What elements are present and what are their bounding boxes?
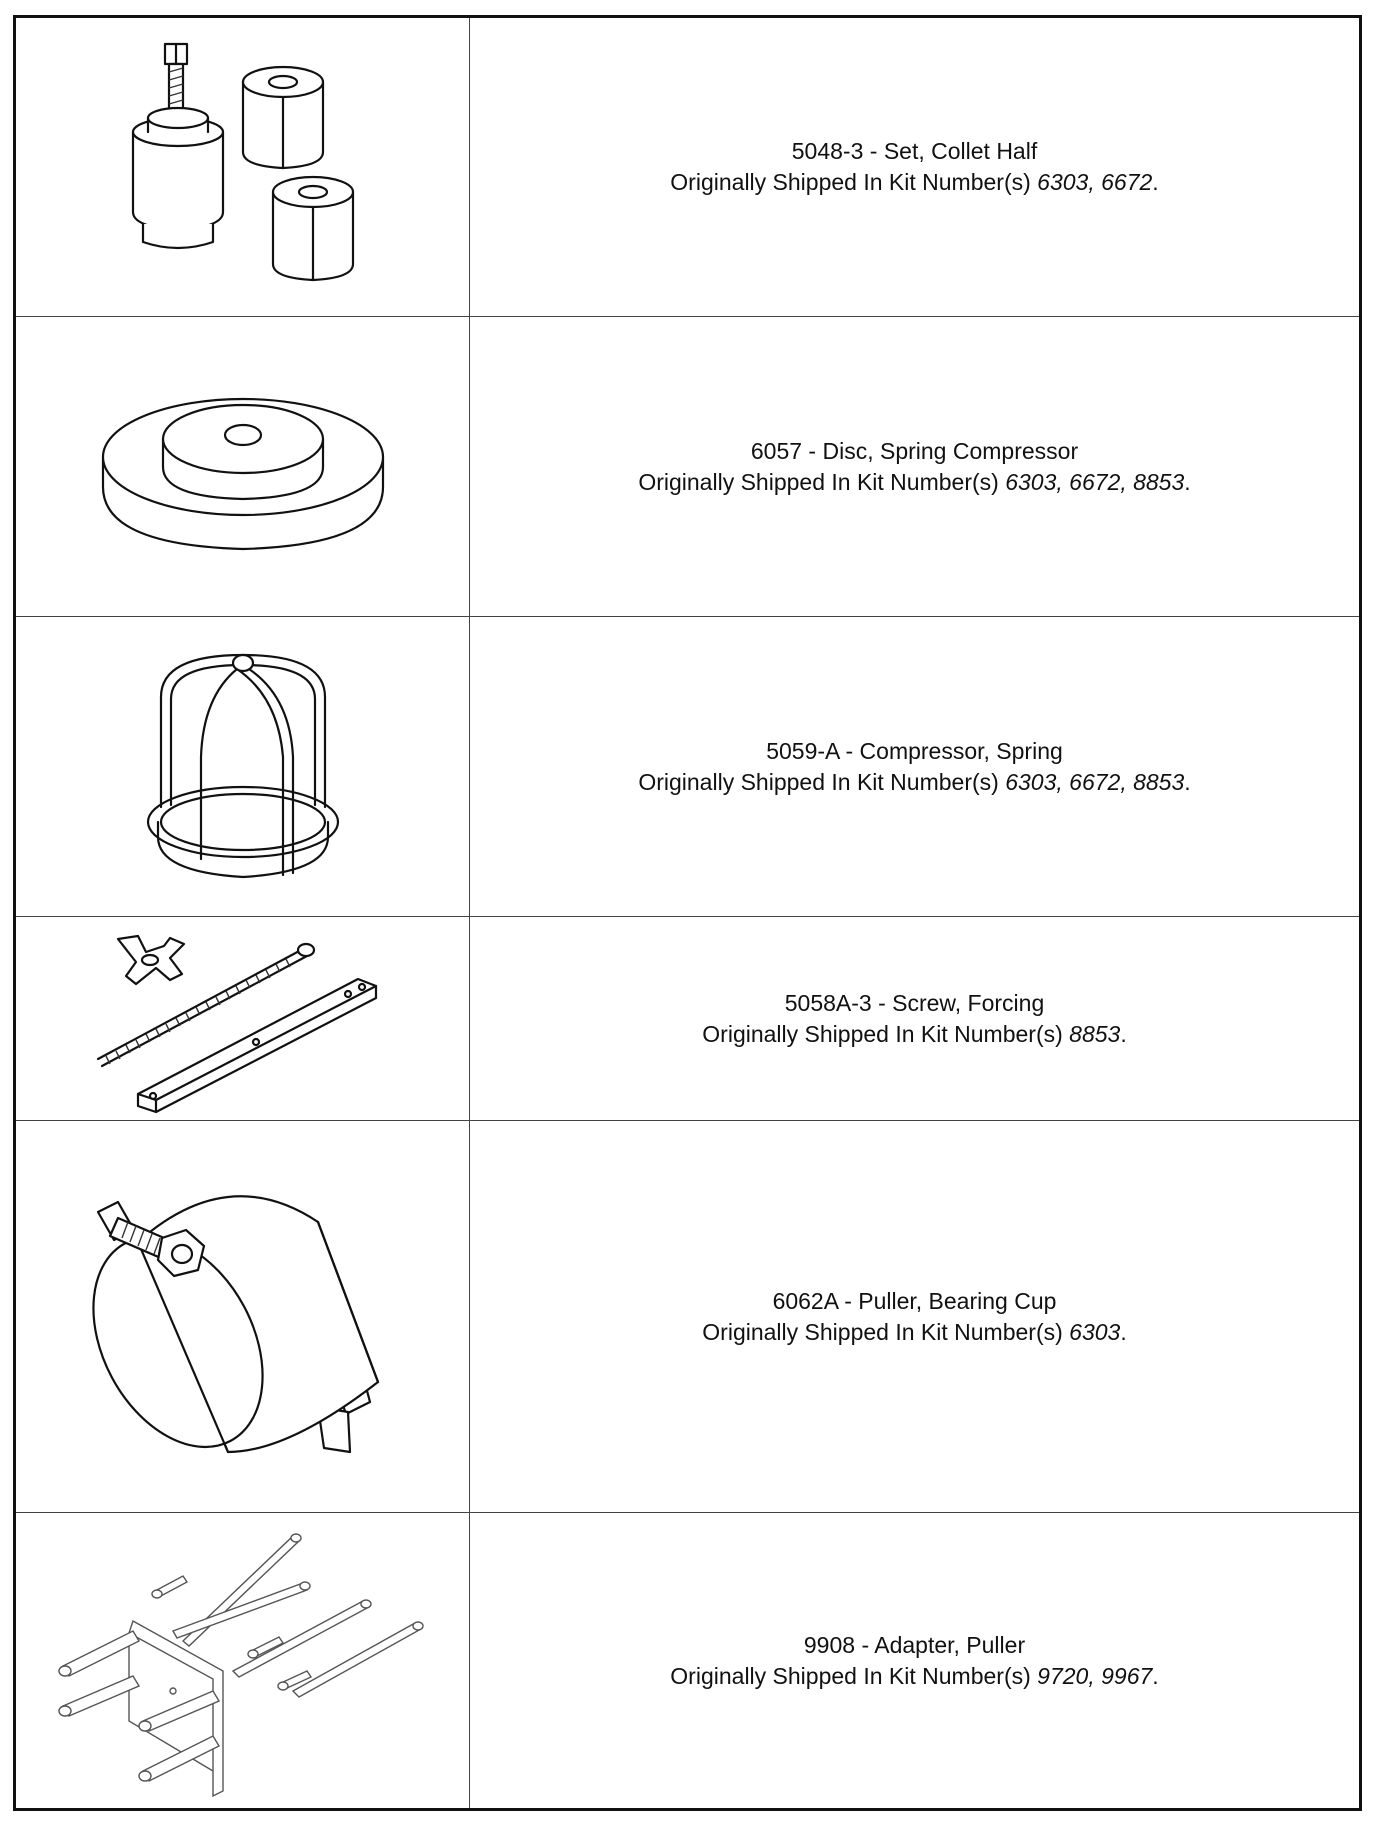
image-cell [16, 917, 470, 1120]
part-title: 6062A - Puller, Bearing Cup [772, 1287, 1057, 1314]
description-cell [470, 1121, 1359, 1512]
kit-line [670, 167, 1158, 198]
kit-line [702, 1019, 1126, 1050]
kit-suffix: . [1120, 1020, 1127, 1047]
kit-suffix: . [1152, 1662, 1159, 1689]
description-cell [470, 917, 1359, 1120]
kit-numbers: 8853 [1069, 1020, 1121, 1047]
table-row [16, 1121, 1359, 1513]
description-cell [470, 1513, 1359, 1808]
spring-compressor-cage-icon [133, 637, 353, 897]
collet-half-set-icon [93, 32, 393, 302]
kit-line [702, 1317, 1126, 1348]
kit-suffix: . [1152, 169, 1159, 195]
table-row [16, 917, 1359, 1121]
kit-suffix: . [1184, 468, 1191, 495]
kit-numbers: 9720, 9967 [1037, 1662, 1153, 1689]
puller-adapter-icon [43, 1521, 443, 1801]
table-row [16, 617, 1359, 917]
image-cell [16, 317, 470, 616]
table-row [16, 18, 1359, 317]
table-row [16, 317, 1359, 617]
kit-numbers: 6303, 6672, 8853 [1005, 768, 1185, 795]
kit-prefix: Originally Shipped In Kit Number(s) [638, 468, 1006, 495]
part-title: 5059-A - Compressor, Spring [766, 737, 1063, 764]
forcing-screw-icon [78, 924, 408, 1114]
kit-numbers: 6303, 6672, 8853 [1005, 468, 1185, 495]
description-cell [470, 18, 1359, 316]
image-cell [16, 617, 470, 916]
part-title: 5048-3 - Set, Collet Half [791, 138, 1038, 164]
description-cell [470, 617, 1359, 916]
kit-prefix: Originally Shipped In Kit Number(s) [702, 1318, 1070, 1345]
kit-prefix: Originally Shipped In Kit Number(s) [670, 169, 1038, 195]
image-cell [16, 1121, 470, 1512]
description-cell [470, 317, 1359, 616]
kit-suffix: . [1184, 768, 1191, 795]
bearing-cup-puller-icon [78, 1152, 408, 1482]
kit-prefix: Originally Shipped In Kit Number(s) [702, 1020, 1070, 1047]
kit-prefix: Originally Shipped In Kit Number(s) [670, 1662, 1038, 1689]
image-cell [16, 1513, 470, 1808]
image-cell [16, 18, 470, 316]
kit-suffix: . [1120, 1318, 1127, 1345]
kit-line [638, 467, 1190, 498]
part-title: 6057 - Disc, Spring Compressor [750, 437, 1079, 464]
parts-table [13, 15, 1362, 1811]
spring-compressor-disc-icon [93, 367, 393, 567]
part-title: 5058A-3 - Screw, Forcing [784, 989, 1045, 1016]
table-row [16, 1513, 1359, 1808]
part-title: 9908 - Adapter, Puller [803, 1631, 1026, 1658]
kit-line [638, 767, 1190, 798]
kit-numbers: 6303 [1069, 1318, 1121, 1345]
kit-prefix: Originally Shipped In Kit Number(s) [638, 768, 1006, 795]
kit-numbers: 6303, 6672 [1037, 169, 1153, 195]
kit-line [670, 1661, 1158, 1692]
